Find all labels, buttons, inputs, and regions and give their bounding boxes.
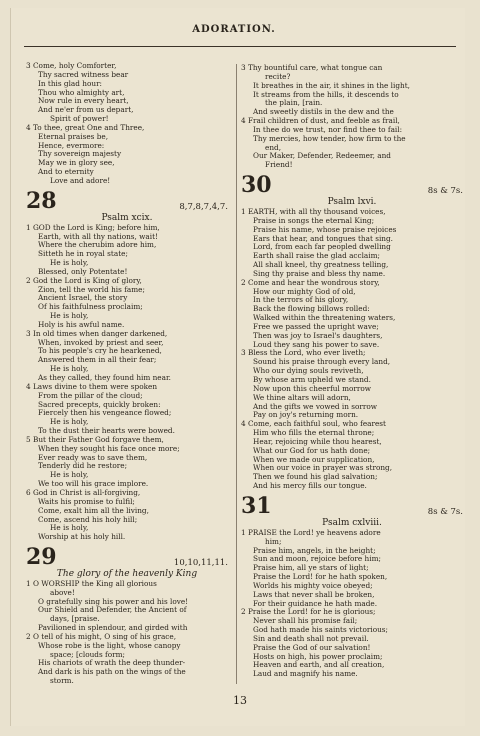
page-number: 13 [233,694,247,707]
verse-line: Sitteth he in royal state; [38,249,128,259]
verse-line: Thy sacred witness bear [38,69,129,79]
verse-line: 4 Laws divine to them were spoken [26,381,158,391]
verse-line: And ne'er from us depart, [38,105,134,115]
verse-line: He is holy, [50,258,89,268]
verse-line: Eternal praises be, [38,131,109,141]
hymn-30-text [241,208,463,491]
verse-line: recite? [265,71,291,81]
hymn-meter: 10,10,11,11. [173,558,228,569]
hymn-meter: 8,7,8,7,4,7. [179,201,228,212]
verse-line: Praise the God of our salvation! [253,642,371,652]
verse-line: Thy mercies, how tender, how firm to the [253,133,406,143]
verse-line: Praise him, angels, in the height; [253,545,376,555]
verse-line: By whose arm upheld we stand. [253,375,371,384]
hymn-29-text [26,580,228,686]
verse-line: end, [265,142,282,152]
hymn-27-continuation [26,62,228,186]
verse-line: As they called, they found him near. [38,373,171,382]
hymn-number: 30 [241,172,272,199]
verse-line: Come, exalt him all the living, [38,505,149,515]
psalm-reference: Psalm xcix. [101,212,153,223]
verse-line: Pavilioned in splendour, and girded with [38,623,188,633]
verse-line: Zion, tell the world his fame; [38,284,145,294]
verse-line: God hath made his saints victorious; [253,625,388,635]
verse-line: Sacred precepts, quickly broken: [38,399,161,409]
verse-line: 1 PRAISE the Lord! ye heavens adore [241,527,381,537]
hymn-meter: 8s & 7s. [427,186,463,197]
verse-line: He is holy, [50,417,89,427]
verse-line: His chariots of wrath the deep thunder- [38,658,186,668]
verse-line: Pay on joy's returning morn. [253,410,359,420]
hymn-number: 29 [26,544,57,571]
verse-line: To the dust their hearts were bowed. [38,426,175,436]
verse-line: Come, ascend his holy hill; [38,514,138,524]
right-column [236,64,463,684]
verse-line: Thou who almighty art, [38,87,125,97]
verse-line: Then was joy to Israel's daughters, [253,330,383,340]
verse-line: Fiercely then his vengeance flowed; [38,408,172,418]
verse-line: Lord, from each far peopled dwelling [253,242,391,252]
verse-line: Praise his name, whose praise rejoices [253,224,397,234]
verse-line: 4 To thee, great One and Three, [26,122,145,132]
verse-line: And to eternity [38,167,94,177]
verse-line: Our Maker, Defender, Redeemer, and [253,151,391,161]
verse-line: Now upon this cheerful morrow [253,383,372,393]
verse-line: He is holy, [50,523,89,533]
verse-line: What our God for us hath done; [253,445,371,455]
verse-line: 3 Come, holy Comforter, [26,61,117,70]
hymn-29-continuation [241,64,463,170]
verse-line: O gratefully sing his power and his love! [38,596,189,606]
verse-line: him; [265,536,282,546]
verse-line: Sound his praise through every land, [253,357,391,367]
verse-line: 3 Bless the Lord, who ever liveth; [241,348,366,358]
verse-line: Sin and death shall not prevail. [253,633,369,643]
hymn-30-heading [241,172,463,199]
verse-line: Our Shield and Defender, the Ancient of [38,605,187,615]
verse-line: And sweetly distils in the dew and the [253,107,394,117]
page-header: ADORATION. [192,24,276,35]
verse-line: 3 Thy bountiful care, what tongue can [241,63,383,72]
verse-line: Worship at his holy hill. [38,532,126,542]
verse-line: Praise the Lord! for he hath spoken, [253,572,388,582]
verse-line: 6 God in Christ is all-forgiving, [26,487,141,497]
hymn-28-text [26,224,228,542]
verse-line: May we in glory see, [38,158,115,168]
verse-line: storm. [50,676,74,686]
verse-line: Spirit of power! [50,114,109,124]
verse-line: 3 In old times when danger darkened, [26,328,168,338]
verse-line: When our voice in prayer was strong, [253,463,393,473]
verse-line: He is holy, [50,470,89,480]
verse-line: Heaven and earth, and all creation, [253,660,385,670]
verse-line: In thee do we trust, nor find thee to fail: [253,124,403,134]
verse-line: Worlds his mighty voice obeyed; [253,580,373,590]
verse-line: Whose robe is the light, whose canopy [38,640,181,650]
verse-line: Earth, with all thy nations, wait! [38,231,158,241]
verse-line: We thine altars will adorn, [253,392,351,402]
verse-line: Answered them in all their fear; [38,355,157,365]
verse-line: Where the cherubim adore him, [38,240,157,250]
verse-line: Praise in songs the eternal King; [253,215,375,225]
verse-line: 2 O tell of his might, O sing of his grace, [26,631,177,641]
hymn-number: 31 [241,492,272,519]
verse-line: Laud and magnify his name. [253,669,358,679]
verse-line: 2 Praise the Lord! for he is glorious; [241,607,376,617]
verse-line: Walked within the threatening waters, [253,313,396,323]
hymn-subtitle: The glory of the heavenly King [56,569,198,580]
psalm-reference: Psalm lxvi. [327,197,377,208]
verse-line: It breathes in the air, it shines in the light, [253,80,410,90]
verse-line: Ever ready was to save them, [38,452,148,462]
hymn-number: 28 [26,187,57,214]
verse-line: In the terrors of his glory, [253,295,349,305]
verse-line: space; [clouds form; [50,649,126,659]
verse-line: 4 Come, each faithful soul, who fearest [241,419,386,429]
verse-line: All shall kneel, thy greatness telling, [253,260,389,270]
left-column [26,62,228,686]
verse-line: When they sought his face once more; [38,443,180,453]
verse-line: 2 God the Lord is King of glory, [26,275,142,285]
verse-line: We too will his grace implore. [38,479,149,489]
verse-line: Holy is his awful name. [38,319,125,329]
verse-line: above! [50,587,75,597]
verse-line: In this glad hour: [38,78,103,88]
verse-line: He is holy, [50,311,89,321]
verse-line: Blessed, only Potentate! [38,266,128,276]
verse-line: For their guidance he hath made. [253,598,378,608]
header-rule [24,46,456,47]
verse-line: Ears that hear, and tongues that sing. [253,233,393,243]
verse-line: Sing thy praise and bless thy name. [253,268,386,278]
verse-line: Ancient Israel, the story [38,293,128,303]
verse-line: 1 EARTH, with all thy thousand voices, [241,206,386,216]
verse-line: Laws that never shall be broken, [253,589,375,599]
verse-line: When, invoked by priest and seer, [38,337,164,347]
verse-line: How our mighty God of old, [253,286,356,296]
verse-line: Tenderly did he restore; [38,461,128,471]
verse-line: 1 O WORSHIP the King all glorious [26,578,157,588]
verse-line: Who our dying souls reviveth, [253,366,364,376]
verse-line: 1 GOD the Lord is King; before him, [26,222,160,232]
verse-line: Him who fills the eternal throne; [253,428,375,438]
verse-line: Friend! [265,160,293,170]
verse-line: Then we found his glad salvation; [253,472,378,482]
verse-line: 4 Frail children of dust, and feeble as frail, [241,116,400,126]
verse-line: From the pillar of the cloud; [38,390,143,400]
verse-line: Thy sovereign majesty [38,149,122,159]
hymn-31-text [241,529,463,679]
hymn-29-heading [26,544,228,571]
verse-line: Free we passed the upright wave; [253,321,379,331]
verse-line: Praise him, all ye stars of light; [253,563,369,573]
psalm-reference: Psalm cxlviii. [322,517,382,528]
verse-line: Earth shall raise the glad acclaim; [253,251,380,261]
verse-line: days, [praise. [50,614,100,624]
verse-line: the plain, [rain. [265,98,323,108]
verse-line: Waits his promise to fulfil; [38,496,135,506]
verse-line: Hear, rejoicing while thou hearest, [253,436,382,446]
hymn-meter: 8s & 7s. [427,507,463,518]
verse-line: Never shall his promise fail; [253,616,358,626]
verse-line: Back the flowing billows rolled: [253,304,370,314]
verse-line: Of his faithfulness proclaim; [38,302,143,312]
verse-line: It streams from the hills, it descends to [253,89,399,99]
verse-line: Love and adore! [50,175,111,185]
verse-line: Now rule in every heart, [38,96,129,106]
verse-line: To his people's cry he hearkened, [38,346,162,356]
hymn-31-heading [241,492,463,519]
verse-line: Hence, evermore: [38,140,105,150]
verse-line: Hosts on high, his power proclaim; [253,651,383,661]
verse-line: Loud they sang his power to save. [253,339,380,349]
verse-line: And dark is his path on the wings of the [38,667,186,677]
hymn-28-heading [26,187,228,214]
verse-line: 5 But their Father God forgave them, [26,434,164,444]
verse-line: And the gifts we vowed in sorrow [253,401,377,411]
verse-line: Sun and moon, rejoice before him; [253,554,381,564]
verse-line: He is holy, [50,364,89,374]
verse-line: 2 Come and hear the wondrous story, [241,277,380,287]
verse-line: When we made our supplication, [253,454,375,464]
verse-line: And his mercy fills our tongue. [253,481,367,491]
